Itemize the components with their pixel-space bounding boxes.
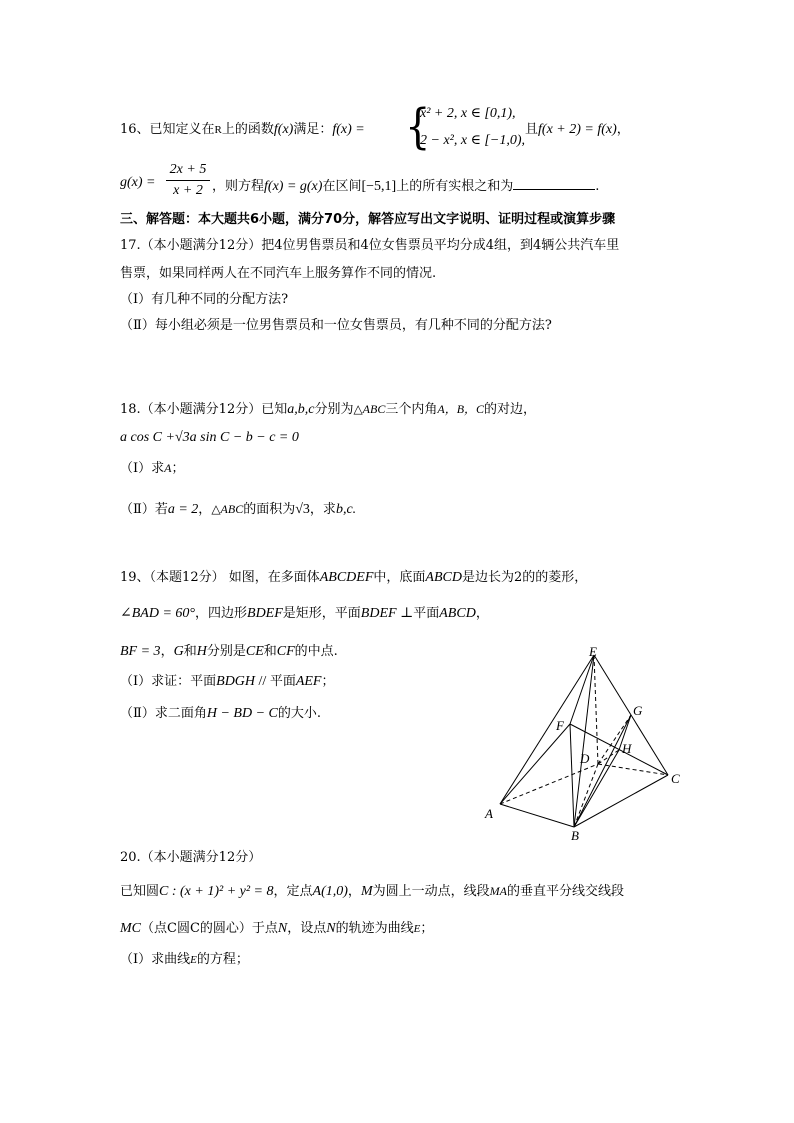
q20-line1-mid: ，定点 xyxy=(273,884,313,899)
q20-part1-e: E xyxy=(190,954,197,966)
vertex-label-H: H xyxy=(622,741,632,756)
q16-comma: ， xyxy=(616,122,630,137)
q19-line2-p3: ABCD xyxy=(439,606,476,621)
q18-angles: A，B，C xyxy=(437,402,485,416)
vertex-label-A: A xyxy=(485,806,493,821)
q20-line2-mc: MC xyxy=(120,921,141,936)
q19-part1-p1: BDGH xyxy=(216,674,256,689)
q20-header: 20.（本小题满分12分） xyxy=(120,850,262,865)
q19-line3-end: 的中点. xyxy=(294,644,338,659)
q19-line-1 xyxy=(120,566,587,586)
q19-part1-p2: AEF xyxy=(295,674,322,689)
q19-line3-cf: CF xyxy=(276,644,295,659)
q19-part-2 xyxy=(120,702,321,722)
q16-ask1: ，则方程 xyxy=(212,179,265,194)
q16-answer-blank xyxy=(513,177,595,190)
q19-line1-p2: ABCD xyxy=(425,570,462,585)
q16-prefix: 16、已知定义在 xyxy=(120,122,215,137)
q17-part-2: （Ⅱ）每小组必须是一位男售票员和一位女售票员，有几种不同的分配方法? xyxy=(120,318,552,333)
edge-EB xyxy=(574,655,594,827)
q16-eq: f(x) = g(x) xyxy=(264,179,323,194)
q19-part2-angle: H − BD − C xyxy=(206,706,278,721)
q19-part2-pre: （Ⅱ）求二面角 xyxy=(120,706,207,721)
q18-abc: a,b,c xyxy=(287,402,315,417)
q20-line2-mid: ，设点 xyxy=(287,921,327,936)
q16-piecewise-brace: { xyxy=(405,99,431,155)
q18-part2-a: a = 2 xyxy=(167,502,199,517)
edge-DG-hidden xyxy=(598,715,631,764)
q18-part2-tri: △ABC xyxy=(211,502,244,516)
q18-equation xyxy=(120,430,299,446)
q16-fx: f(x) xyxy=(273,122,294,137)
q18-end: 的对边， xyxy=(484,402,537,417)
vertex-label-C: C xyxy=(671,771,680,786)
q18-part1-end: ； xyxy=(171,461,185,476)
q16-interval: [−5,1] xyxy=(361,179,397,194)
q19-line3-ce: CE xyxy=(245,644,264,659)
q16-mid1: 上的函数 xyxy=(221,122,274,137)
vertex-label-B: B xyxy=(571,828,579,843)
q19-line3-and2: 和 xyxy=(263,644,277,659)
edge-AD-hidden xyxy=(500,764,598,804)
vertex-label-E: E xyxy=(589,644,597,659)
q19-part1-pre: （Ⅰ）求证：平面 xyxy=(120,674,217,689)
q18-part2-pre: （Ⅱ）若 xyxy=(120,502,168,517)
q18-line-1 xyxy=(120,398,536,418)
edge-AB xyxy=(500,804,574,827)
q16-end: . xyxy=(595,179,600,194)
q20-line1-m: M xyxy=(360,884,373,899)
q18-part-1 xyxy=(120,457,185,476)
q18-part2-mid3: ，求 xyxy=(309,502,336,517)
q19-line2-p1: BDEF xyxy=(247,606,283,621)
q16-cond: f(x + 2) = f(x) xyxy=(538,122,617,137)
q20-line2-end: ； xyxy=(420,921,434,936)
q16-intro-line xyxy=(120,118,365,138)
q19-line1-post: 是边长为2的的菱形， xyxy=(461,570,588,585)
q20-line1-end: 的垂直平分线交线段 xyxy=(506,884,624,899)
q16-ask3: 上的所有实根之和为 xyxy=(396,179,514,194)
section-3-header: 三、解答题：本大题共6小题，满分70分，解答应写出文字说明、证明过程或演算步骤 xyxy=(120,212,616,227)
q19-line3-mid1: ， xyxy=(160,644,174,659)
q18-part-2 xyxy=(120,498,356,518)
q17-line-1: 17.（本小题满分12分）把4位男售票员和4位女售票员平均分成4组，到4辆公共汽车里 xyxy=(120,238,620,253)
edge-BC xyxy=(574,775,668,827)
q19-line1-mid: 中，底面 xyxy=(373,570,426,585)
q19-part1-end: ； xyxy=(321,674,335,689)
q20-line1-mid2: ， xyxy=(347,884,361,899)
q16-g-lhs: g(x) = xyxy=(120,175,156,190)
vertex-label-D: D xyxy=(580,751,590,766)
q20-line-1 xyxy=(120,880,624,900)
q19-line-3 xyxy=(120,640,338,660)
q16-g-denominator: x + 2 xyxy=(173,183,203,198)
q20-line2-e: E xyxy=(413,923,421,935)
q16-case-1: x² + 2, x ∈ [0,1), xyxy=(420,106,516,121)
q18-eq-pre: a cos C + xyxy=(120,430,175,445)
q19-line3-and: 和 xyxy=(183,644,197,659)
q19-line3-g: G xyxy=(173,644,184,659)
q19-line3-h: H xyxy=(196,644,207,659)
q20-line2-paren: （点C圆C的圆心）于点 xyxy=(141,921,278,936)
q18-mid: 分别为 xyxy=(314,402,354,417)
vertex-label-G: G xyxy=(633,703,643,718)
q18-tri: △ABC xyxy=(353,402,386,416)
q19-line1-pre: 19、（本题12分） 如图，在多面体 xyxy=(120,570,320,585)
edge-DH-hidden xyxy=(598,750,619,764)
q16-g-fraction xyxy=(166,162,210,199)
vertex-label-F: F xyxy=(556,718,564,733)
q19-line2-end: ， xyxy=(475,606,489,621)
q16-cond-pre: 且 xyxy=(525,122,539,137)
q20-line2-post: 的轨迹为曲线 xyxy=(335,921,414,936)
edge-ED-hidden xyxy=(594,655,598,764)
q16-case-2: 2 − x², x ∈ [−1,0), xyxy=(420,133,525,148)
q20-line2-n: N xyxy=(277,921,288,936)
q20-line-2 xyxy=(120,917,433,937)
q20-part-1 xyxy=(120,948,249,967)
q16-condition xyxy=(525,118,630,138)
q17-line-2: 售票，如果同样两人在不同汽车上服务算作不同的情况. xyxy=(120,266,437,281)
q20-line1-pre: 已知圆 xyxy=(120,884,160,899)
edge-FA xyxy=(500,724,570,804)
q19-part-1 xyxy=(120,670,335,690)
q20-part1-pre: （Ⅰ）求曲线 xyxy=(120,952,191,967)
q19-line1-p1: ABCDEF xyxy=(319,570,374,585)
polyhedron-figure xyxy=(470,640,700,850)
q16-question-line xyxy=(212,175,599,195)
q16-fx-eq: f(x) = xyxy=(332,122,365,137)
q16-mid2: 满足： xyxy=(293,122,333,137)
q17-part-1: （Ⅰ）有几种不同的分配方法? xyxy=(120,292,289,307)
q18-pre: 18.（本小题满分12分）已知 xyxy=(120,402,288,417)
q19-part1-par: // xyxy=(255,674,270,689)
q18-part2-bc: b,c. xyxy=(335,502,357,517)
q19-line2-mid2: 是矩形，平面 xyxy=(282,606,361,621)
q16-domain: R xyxy=(214,124,222,136)
q18-part1-pre: （Ⅰ）求 xyxy=(120,461,165,476)
edge-FB xyxy=(570,724,574,827)
q20-part1-end: 的方程； xyxy=(196,952,249,967)
q19-line2-angle: ∠BAD = 60° xyxy=(120,606,195,621)
q18-post: 三个内角 xyxy=(385,402,438,417)
edge-BG xyxy=(574,715,631,827)
q18-eq-post: a sin C − b − c = 0 xyxy=(189,430,299,445)
q18-part2-mid1: ， xyxy=(198,502,212,517)
q16-g-fraction-bar xyxy=(166,180,210,181)
q19-line2-mid: ，四边形 xyxy=(195,606,248,621)
q19-line3-eq: BF = 3 xyxy=(120,644,161,659)
q18-part2-val: √3 xyxy=(295,502,310,517)
q20-line1-ma: MA xyxy=(489,884,507,898)
q19-part2-end: 的大小. xyxy=(277,706,321,721)
q20-line2-n2: N xyxy=(326,921,336,936)
q19-line3-mid2: 分别是 xyxy=(206,644,246,659)
q18-part2-mid2: 的面积为 xyxy=(243,502,296,517)
q18-part1-var: A xyxy=(164,461,172,475)
q20-line1-circle: C : (x + 1)² + y² = 8 xyxy=(159,884,274,899)
q20-line1-point: A(1,0) xyxy=(312,884,348,899)
q20-line1-post: 为圆上一动点，线段 xyxy=(372,884,490,899)
q19-line2-p2: BDEF ⊥ xyxy=(360,606,414,621)
q19-part1-mid: 平面 xyxy=(269,674,296,689)
q18-sqrt3: √3 xyxy=(174,430,190,445)
q16-ask2: 在区间 xyxy=(322,179,362,194)
q19-line2-mid3: 平面 xyxy=(413,606,440,621)
q16-g-numerator: 2x + 5 xyxy=(169,162,207,177)
q19-line-2 xyxy=(120,602,489,622)
